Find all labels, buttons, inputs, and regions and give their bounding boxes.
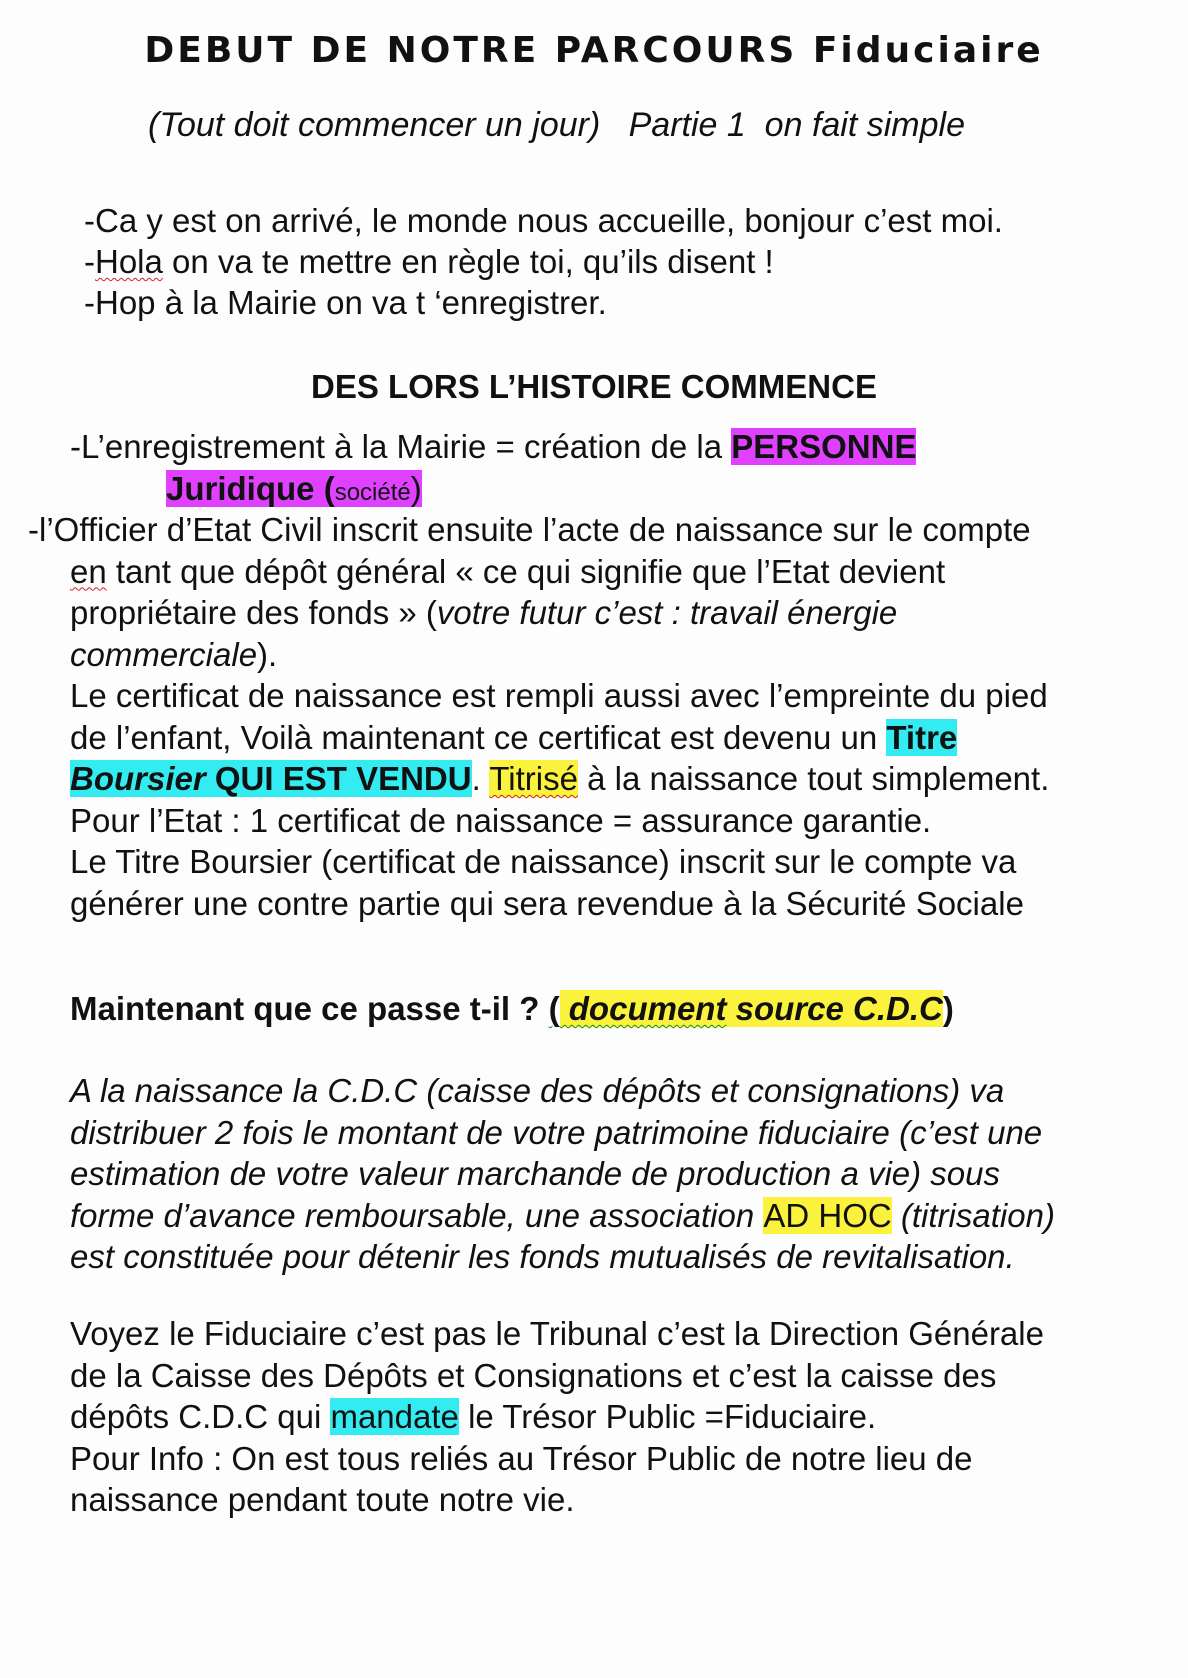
paragraph-line: de la Caisse des Dépôts et Consignations et c’est la caisse des <box>70 1356 997 1394</box>
text-segment: Maintenant que ce passe t-il ? <box>70 990 549 1027</box>
text-segment: tant que dépôt général « ce qui signifie que l’Etat devient <box>106 552 946 590</box>
spellcheck-word: Hola <box>95 243 163 280</box>
officier-paragraph <box>28 509 1031 675</box>
registration-paragraph <box>70 426 916 513</box>
highlight-boursier: Boursier <box>70 760 206 797</box>
highlight-document: document <box>559 990 727 1027</box>
paragraph-line: Le Titre Boursier (certificat de naissance) inscrit sur le compte va <box>70 843 1017 880</box>
text-segment: à la naissance tout simplement. <box>577 760 1050 797</box>
paragraph-line <box>70 1195 1055 1237</box>
document-title: DEBUT DE NOTRE PARCOURS Fiduciaire <box>144 30 1044 71</box>
text-segment: ). <box>257 635 278 673</box>
paragraph-line: estimation de votre valeur marchande de production a vie) sous <box>70 1155 1001 1192</box>
text-segment: - <box>84 243 95 280</box>
intro-block <box>84 200 1003 323</box>
text-segment: ( <box>548 990 560 1027</box>
cdc-paragraph <box>70 1070 1055 1278</box>
text-segment: (titrisation) <box>891 1196 1055 1234</box>
paragraph-line <box>70 426 916 468</box>
text-segment: dépôts C.D.C qui <box>70 1398 331 1435</box>
paragraph-line: Pour l’Etat : 1 certificat de naissance = assurance garantie. <box>70 801 932 839</box>
text-segment: ) <box>942 990 954 1027</box>
paragraph-line <box>70 988 954 1030</box>
highlight-personne: PERSONNE <box>731 428 917 465</box>
text-segment: . <box>471 760 490 797</box>
section-heading: DES LORS L’HISTOIRE COMMENCE <box>311 368 877 405</box>
text-segment: commerciale <box>70 635 258 673</box>
fiduciaire-paragraph <box>70 1313 1044 1521</box>
paragraph-line: A la naissance la C.D.C (caisse des dépôts et consignations) va <box>70 1072 1005 1109</box>
text-segment: votre futur c’est : travail énergie <box>436 594 898 631</box>
paragraph-line <box>70 1396 1044 1438</box>
paragraph-line: générer une contre partie qui sera revendue à la Sécurité Sociale <box>70 884 1024 922</box>
paragraph-line: Voyez le Fiduciaire c’est pas le Tribunal c’est la Direction Générale <box>70 1315 1044 1352</box>
highlight-vendu: QUI EST VENDU <box>205 760 472 797</box>
paragraph-line: -l’Officier d’Etat Civil inscrit ensuite l’acte de naissance sur le compte <box>28 511 1031 548</box>
text-segment: -L’enregistrement à la Mairie = création de la <box>70 428 732 465</box>
document-subtitle: (Tout doit commencer un jour) Partie 1 on fait simple <box>148 106 965 144</box>
paragraph-line: naissance pendant toute notre vie. <box>70 1481 575 1518</box>
text-segment: le Trésor Public =Fiduciaire. <box>458 1398 877 1435</box>
intro-line <box>84 241 1003 282</box>
text-segment: on va te mettre en règle toi, qu’ils disent ! <box>162 243 774 280</box>
intro-line: -Hop à la Mairie on va t ‘enregistrer. <box>84 284 607 321</box>
spellcheck-word: en <box>70 552 107 590</box>
text-segment: ( <box>314 469 335 507</box>
intro-line: -Ca y est on arrivé, le monde nous accueille, bonjour c’est moi. <box>84 202 1003 239</box>
highlight-adhoc: AD HOC <box>763 1196 892 1234</box>
highlight-titrise: Titrisé <box>489 760 578 797</box>
question-heading <box>70 988 954 1030</box>
paragraph-line: Le certificat de naissance est rempli aussi avec l’empreinte du pied <box>70 677 1048 714</box>
paragraph-line <box>28 592 1031 634</box>
paragraph-line <box>70 717 1049 759</box>
certificat-paragraph <box>70 675 1049 924</box>
highlight-source: source C.D.C <box>726 990 943 1027</box>
paragraph-line <box>28 551 1031 593</box>
paragraph-line <box>28 634 1031 676</box>
paragraph-line <box>70 468 916 514</box>
highlight-juridique: Juridique <box>166 469 315 507</box>
text-segment: propriétaire des fonds » ( <box>70 594 437 631</box>
paragraph-line: est constituée pour détenir les fonds mutualisés de revitalisation. <box>70 1238 1015 1275</box>
paragraph-line: distribuer 2 fois le montant de votre patrimoine fiduciaire (c’est une <box>70 1113 1043 1151</box>
text-segment: forme d’avance remboursable, une association <box>70 1196 764 1234</box>
text-segment: société <box>334 478 411 506</box>
highlight-mandate: mandate <box>330 1398 459 1435</box>
highlight-titre: Titre <box>886 718 958 756</box>
paragraph-line: Pour Info : On est tous reliés au Trésor Public de notre lieu de <box>70 1439 973 1477</box>
text-segment: ) <box>410 469 422 507</box>
text-segment: de l’enfant, Voilà maintenant ce certificat est devenu un <box>70 718 887 756</box>
paragraph-line <box>70 758 1049 800</box>
